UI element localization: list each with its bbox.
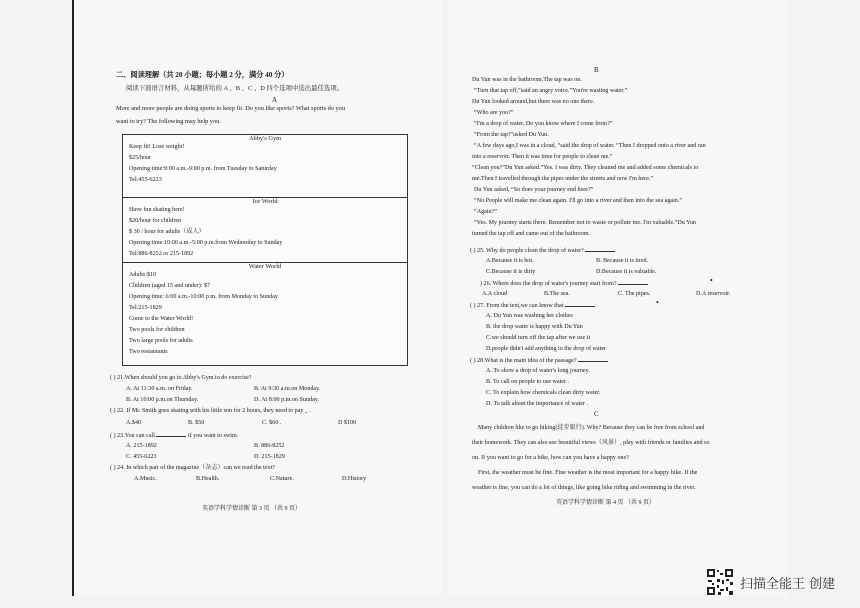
water-line: Adults:$10: [129, 272, 157, 278]
option-b: B. To call on people to use water .: [486, 379, 570, 385]
passage-b-line: into a reservoir. Then it was time for people to clean me.”: [472, 154, 613, 160]
option-d: D.A reservoir.: [696, 291, 731, 297]
passage-c-line: Many children like to go hiking(徒步旅行). Why? Because they can be free from school and: [478, 425, 705, 431]
option-b: B. 886-8252: [254, 443, 285, 449]
watermark-text: 扫描全能王 创建: [740, 577, 836, 592]
ice-line: $20/hour for children: [129, 218, 182, 224]
page-footer: 英语学科学情诊断 第 4 页 （共 9 页）: [556, 500, 656, 506]
water-world-title: Water World: [248, 263, 282, 270]
passage-b-line: “Yes. My journey starts there. Remember not to waste or pollute me. I'm valuable.”Du Yun: [474, 220, 696, 226]
option-d: D. 215-1829: [254, 454, 285, 460]
answer-blank: [156, 430, 186, 437]
option-d: D. To talk about the importance of water .: [486, 401, 589, 407]
passage-b-line: Du Yun was in the bathroom.The tap was on.: [472, 77, 582, 83]
answer-blank: [565, 300, 595, 307]
option-b: B. Because it is tired.: [596, 258, 649, 264]
option-d: D $100: [338, 420, 357, 426]
abby-gym-title: Abby's Gym: [248, 135, 282, 142]
abby-line: Tel:455-6223: [129, 177, 162, 183]
water-line: Come to the Water World!: [129, 316, 194, 322]
ice-line: Opening time:10:00 a.m.-5:00 p.m.from Wednesday to Sunday: [129, 240, 283, 246]
passage-b-line: “Turn that tap off,”said an angry voice.”You're wasting water.”: [474, 88, 628, 94]
option-c: C. $60 .: [262, 420, 282, 426]
passage-b-line: “Who are you?”: [474, 110, 514, 116]
option-c: B. At 10:00 p.m.on Thursday.: [126, 397, 199, 403]
stray-mark: •: [710, 276, 713, 285]
question-27-stem: ( ) 27. From the text,we can know that: [470, 303, 564, 309]
question-23-stem-end: if you want to swim.: [187, 433, 239, 439]
option-d: D.people didn't add anything to the drop of water: [486, 346, 607, 352]
option-a: A.Because it is hot.: [486, 258, 534, 264]
answer-blank: [618, 278, 648, 285]
passage-c-line: First, the weather must be fine. Fine weather is the most important for a happy hike. If the: [478, 470, 698, 476]
passage-b-line: “From the tap?”asked Du Yun.: [474, 132, 549, 138]
option-b: B.The sea.: [544, 291, 570, 297]
question-26-stem: ) 26. Where does the drop of water's journey start from?: [480, 281, 617, 287]
water-line: Two large pools for adults: [129, 338, 193, 344]
passage-b-line: me.Then I travelled through the pipes under the streets and now I'm here.”: [472, 176, 654, 182]
water-line: Opening time: 6:00 a.m.-10:00 p.m. from Monday to Sunday: [129, 294, 278, 300]
option-b: B. $50: [188, 420, 205, 426]
qr-code-icon: [706, 568, 734, 596]
option-c: C.Because it is dirty: [486, 269, 536, 275]
passage-b-line: “I'm a drop of water. Do you know where I come from?”: [474, 121, 613, 127]
abby-line: $25/hour: [129, 155, 152, 161]
option-a: A.$40: [126, 420, 142, 426]
answer-blank: [578, 355, 608, 362]
question-21: ( ) 21.When should you go to Abby's Gym to do exercise?: [110, 375, 252, 381]
passage-b-line: “Again?”: [474, 209, 498, 215]
question-28-stem: ( ) 28.What is the main idea of the passage?: [470, 358, 577, 364]
passage-letter-c: C: [594, 410, 599, 418]
option-a: A. To show a drop of water's long journey.: [486, 368, 590, 374]
question-23-stem-start: ( ) 23.You can call: [110, 433, 155, 439]
passage-c-line: weather is fine, you can do a lot of things, like going bike riding and swimming in the river.: [472, 485, 696, 491]
answer-blank: [585, 245, 615, 252]
instructions: 阅读下面语言材料，从每题所给的 A 、B 、C 、D 四个选项中选出最佳选项。: [126, 85, 344, 92]
intro-line-2: want to try? The following may help you.: [116, 118, 221, 125]
option-a: A. At 11:30 a.m. on Friday.: [126, 386, 193, 392]
passage-b-line: “No.People will make me clean again. I'll go into a river and then into the sea again.”: [474, 198, 683, 204]
question-22: ( ) 22. If Mr. Smith goes skating with his little son for 2 hours, they need to pay _ .: [110, 408, 312, 414]
passage-b-line: Du Yun looked around,but there was no one there.: [472, 99, 595, 105]
ice-line: Have fun skating here!: [129, 207, 185, 213]
option-a: A. Du Yun was washing her clothes: [486, 313, 573, 319]
option-d: D.History: [342, 476, 367, 482]
water-line: Children (aged 15 and under): $7: [129, 283, 211, 289]
option-c: C.we should turn off the tap after we use it: [486, 335, 591, 341]
abby-line: Opening time:9:00 a.m.-9:00 p.m. from Tuesday to Saturday: [129, 166, 277, 172]
option-a: A.A cloud: [482, 291, 508, 297]
ice-line: $ 30 / hour for adults（成人）: [129, 229, 205, 235]
option-a: A.Music.: [134, 476, 157, 482]
passage-letter-b: B: [594, 66, 599, 74]
left-page: [72, 0, 442, 596]
option-b: B.Health.: [196, 476, 220, 482]
passage-c-line: their homework. They can also see beautiful views（风景）, play with friends or families and so: [472, 440, 710, 446]
passage-b-line: turned the tap off and came out of the bathroom.: [472, 231, 591, 237]
intro-line-1: More and more people are doing sports to keep fit. Do you like sports? What sports do you: [116, 105, 345, 112]
passage-b-line: Du Yun asked, “So does your journey end here?”: [474, 187, 594, 193]
passage-b-line: “Clean you?”Du Yun asked.”Yes. I was dirty. They cleaned me and added some chemicals to: [472, 165, 699, 171]
stray-mark: •: [656, 298, 659, 307]
question-25-stem: ( ) 25. Why do people clean the drop of water?: [470, 248, 584, 254]
option-b: B. At 9:30 a.m.on Monday.: [254, 386, 321, 392]
water-world-section: [123, 262, 407, 366]
passage-letter-a: A: [272, 96, 278, 104]
abby-line: Keep fit! Lose weight!: [129, 144, 185, 150]
abby-gym-section: [123, 135, 407, 197]
ice-line: Tel:886-8252 or 215-1892: [129, 251, 194, 257]
question-24: ( ) 24. In which part of the magazine（杂志）can we read the text?: [110, 465, 275, 471]
ice-world-section: [123, 197, 407, 262]
ice-world-title: Ice World: [252, 198, 278, 205]
option-b: B. the drop water is happy with Du Yun: [486, 324, 583, 330]
water-line: Two restaurants: [129, 349, 168, 355]
page-footer: 英语学科学情诊断 第 3 页 （共 9 页）: [202, 506, 302, 512]
passage-b-line: “A few days ago,I was in a cloud, “said the drop of water. “Then I dropped onto a river and ran: [474, 143, 706, 149]
advert-box: [122, 134, 408, 366]
option-d: D. At 8:00 p.m.on Sunday.: [254, 397, 319, 403]
passage-c-line: on. If you want to go for a hike, how can you have a happy one?: [472, 455, 629, 461]
right-page: [448, 0, 788, 596]
option-d: D.Because it is valuable.: [596, 269, 657, 275]
water-line: Two pools for children: [129, 327, 185, 333]
option-c: C. 455-6223: [126, 454, 157, 460]
option-a: A. 215-1892: [126, 443, 157, 449]
option-c: C.Nature.: [270, 476, 294, 482]
water-line: Tel:215-1829: [129, 305, 162, 311]
section-title: 二、阅读理解（共 20 小题；每小题 2 分，满分 40 分）: [116, 71, 289, 79]
option-c: C. To explain how chemicals clean dirty water.: [486, 390, 601, 396]
scanner-watermark: [706, 568, 846, 596]
option-c: C. The pipes.: [618, 291, 651, 297]
